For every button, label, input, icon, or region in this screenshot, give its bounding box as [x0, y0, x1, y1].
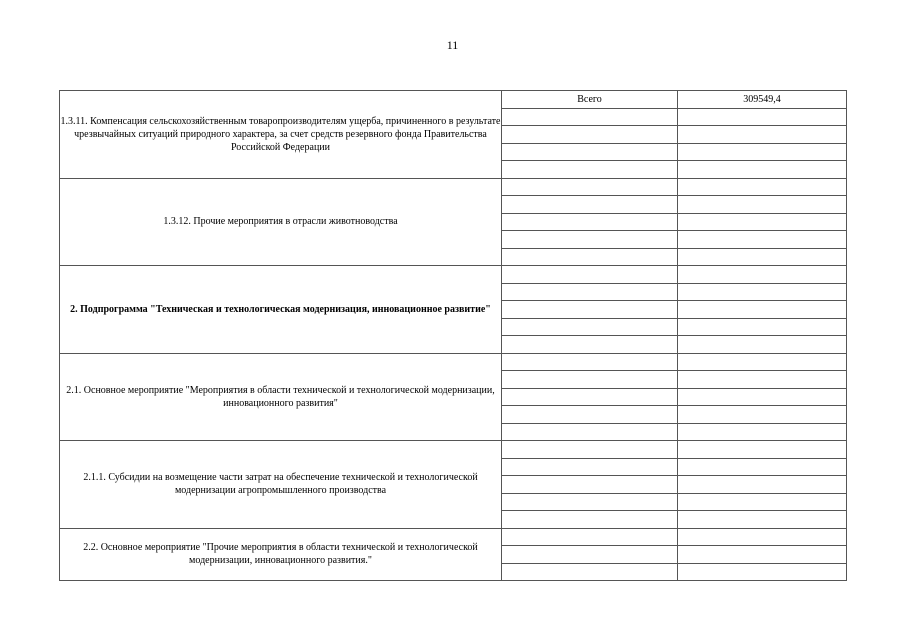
funding-source-cell [502, 388, 678, 406]
table-row [60, 178, 847, 196]
amount-cell: 309549,4 [678, 91, 847, 109]
funding-source-cell [502, 546, 678, 564]
funding-source-cell [502, 213, 678, 231]
amount-cell [678, 143, 847, 161]
activity-description: 2.1.1. Субсидии на возмещение части затрат на обеспечение технической и технологической модернизации агропромышленного производства [60, 441, 502, 529]
funding-source-cell [502, 266, 678, 284]
amount-cell [678, 108, 847, 126]
amount-cell [678, 126, 847, 144]
funding-source-cell [502, 353, 678, 371]
amount-cell [678, 178, 847, 196]
funding-source-cell [502, 196, 678, 214]
amount-cell [678, 563, 847, 581]
amount-cell [678, 528, 847, 546]
funding-source-cell [502, 458, 678, 476]
amount-cell [678, 458, 847, 476]
table-row [60, 528, 847, 546]
amount-cell [678, 423, 847, 441]
amount-cell [678, 406, 847, 424]
funding-source-cell [502, 231, 678, 249]
funding-source-cell [502, 563, 678, 581]
funding-source-cell [502, 528, 678, 546]
amount-cell [678, 283, 847, 301]
amount-cell [678, 213, 847, 231]
amount-cell [678, 196, 847, 214]
funding-source-cell [502, 406, 678, 424]
activity-description: 2.2. Основное мероприятие "Прочие мероприятия в области технической и технологической модернизации, инновационного развития." [60, 528, 502, 581]
funding-source-cell [502, 248, 678, 266]
funding-source-cell [502, 143, 678, 161]
amount-cell [678, 266, 847, 284]
amount-cell [678, 318, 847, 336]
table-row [60, 441, 847, 459]
activity-description: 1.3.12. Прочие мероприятия в отрасли животноводства [60, 178, 502, 266]
amount-cell [678, 441, 847, 459]
table-row [60, 353, 847, 371]
funding-source-cell [502, 336, 678, 354]
amount-cell [678, 511, 847, 529]
funding-source-cell [502, 283, 678, 301]
funding-source-cell [502, 301, 678, 319]
funding-source-cell [502, 493, 678, 511]
funding-source-cell: Всего [502, 91, 678, 109]
page-number: 11 [446, 38, 459, 52]
funding-source-cell [502, 423, 678, 441]
amount-cell [678, 301, 847, 319]
amount-cell [678, 546, 847, 564]
funding-source-cell [502, 178, 678, 196]
funding-source-cell [502, 161, 678, 179]
funding-table [59, 90, 847, 581]
table-row [60, 91, 847, 109]
funding-source-cell [502, 441, 678, 459]
funding-source-cell [502, 108, 678, 126]
activity-description: 2. Подпрограмма "Техническая и технологическая модернизация, инновационное развитие" [60, 266, 502, 354]
activity-description: 1.3.11. Компенсация сельскохозяйственным товаропроизводителям ущерба, причиненного в результате чрезвычайных ситуаций природного характера, за счет средств резервного фонда Правительства Российской Федерации [60, 91, 502, 179]
amount-cell [678, 336, 847, 354]
amount-cell [678, 493, 847, 511]
amount-cell [678, 248, 847, 266]
table-row [60, 266, 847, 284]
funding-source-cell [502, 371, 678, 389]
funding-source-cell [502, 126, 678, 144]
amount-cell [678, 161, 847, 179]
funding-source-cell [502, 318, 678, 336]
funding-source-cell [502, 476, 678, 494]
activity-description: 2.1. Основное мероприятие "Мероприятия в области технической и технологической модернизации, инновационного развития" [60, 353, 502, 441]
amount-cell [678, 353, 847, 371]
amount-cell [678, 231, 847, 249]
amount-cell [678, 371, 847, 389]
funding-source-cell [502, 511, 678, 529]
amount-cell [678, 388, 847, 406]
amount-cell [678, 476, 847, 494]
